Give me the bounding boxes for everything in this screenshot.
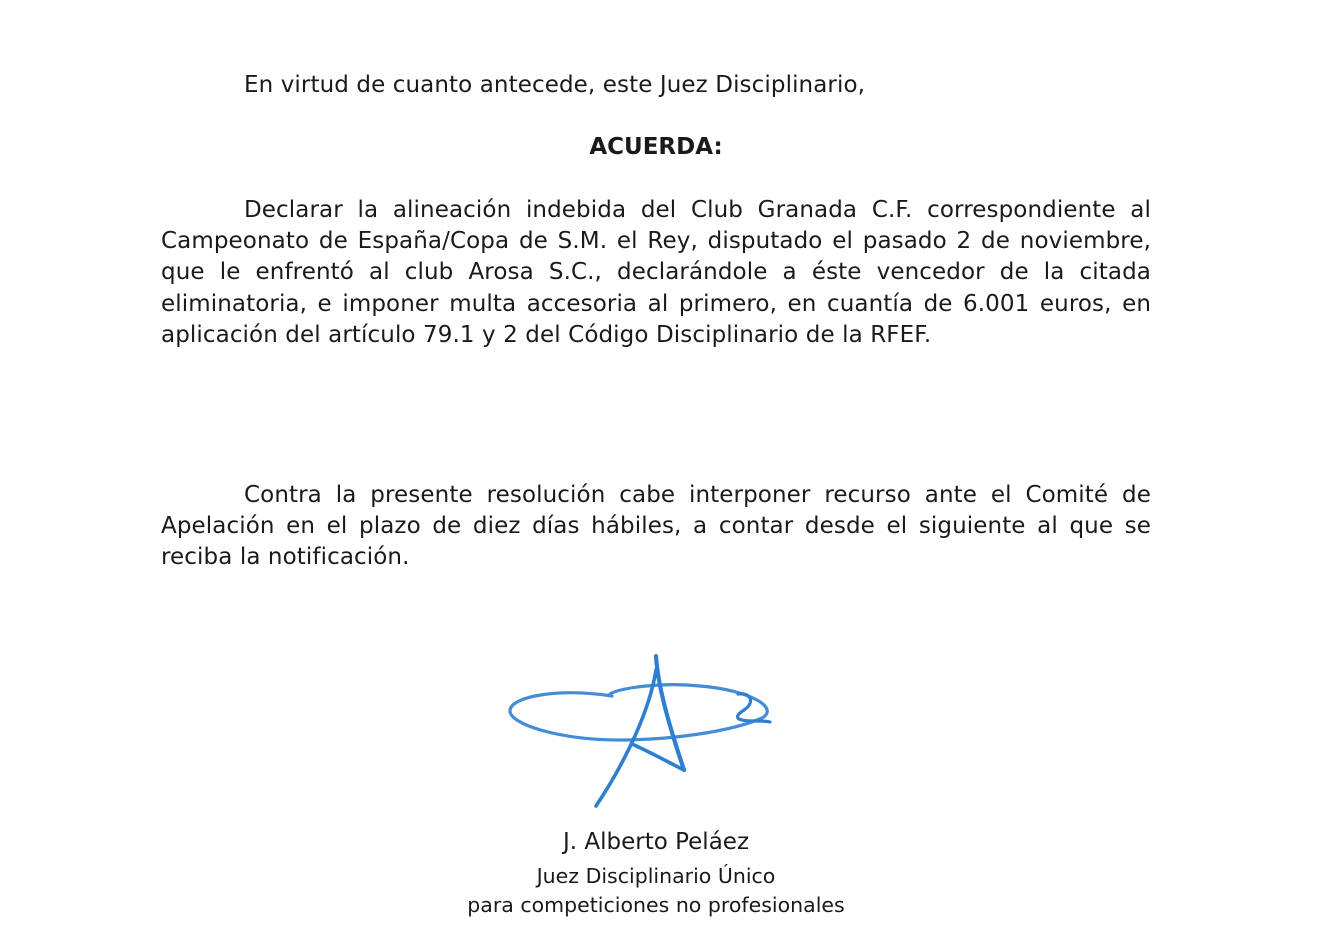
resolution-heading: ACUERDA:	[589, 134, 723, 160]
signature-vertical-stroke	[656, 656, 684, 770]
appeal-paragraph: Contra la presente resolución cabe interponer recurso ante el Comité de Apelación en el plazo de diez días hábiles, a contar desde el siguiente al que se reciba la notificación.	[161, 482, 1151, 571]
signatory-name: J. Alberto Peláez	[562, 829, 750, 855]
decision-paragraph: Declarar la alineación indebida del Club Granada C.F. correspondiente al Campeonato de España/Copa de S.M. el Rey, disputado el pasado 2 de noviembre, que le enfrentó al club Arosa S.C., declarándole a éste vencedor de la citada eliminatoria, e imponer multa accesoria al primero, en cuantía de 6.001 euros, en aplicación del artículo 79.1 y 2 del Código Disciplinario de la RFEF.	[161, 197, 1151, 348]
intro-paragraph: En virtud de cuanto antecede, este Juez Disciplinario,	[244, 72, 866, 98]
signatory-role: Juez Disciplinario Único	[536, 864, 776, 888]
handwritten-signature	[500, 648, 790, 818]
signatory-scope: para competiciones no profesionales	[467, 893, 845, 917]
